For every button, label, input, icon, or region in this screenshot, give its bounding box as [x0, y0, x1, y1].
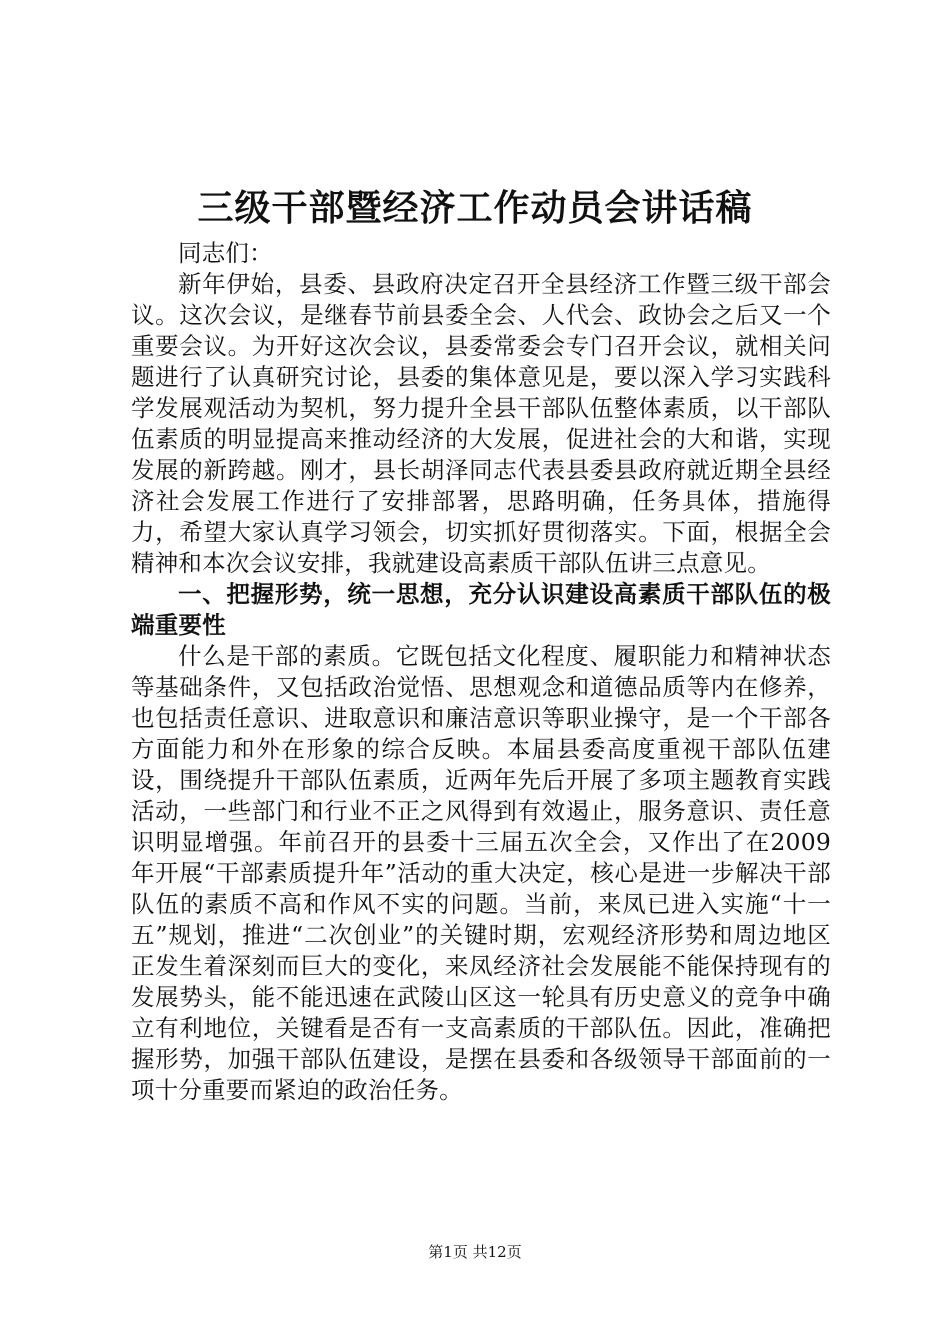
salutation: 同志们： [178, 239, 273, 267]
page-number-footer: 第1页 共12页 [428, 1243, 522, 1261]
document-body [131, 238, 831, 1106]
section-heading-1: 一、把握形势，统一思想，充分认识建设高素质干部队伍的极端重要性 [131, 580, 831, 639]
paragraph-section-1: 什么是干部的素质。它既包括文化程度、履职能力和精神状态等基础条件，又包括政治觉悟、思想观念和道德品质等内在修养，也包括责任意识、进取意识和廉洁意识等职业操守，是一个干部各方面能力和外在形象的综合反映。本届县委高度重视干部队伍建设，围绕提升干部队伍素质，近两年先后开展了多项主题教育实践活动，一些部门和行业不正之风得到有效遏止，服务意识、责任意识明显增强。年前召开的县委十三届五次全会，又作出了在2009年开展“干部素质提升年”活动的重大决定，核心是进一步解决干部队伍的素质不高和作风不实的问题。当前，来凤已进入实施“十一五”规划，推进“二次创业”的关键时期，宏观经济形势和周边地区正发生着深刻而巨大的变化，来凤经济社会发展能不能保持现有的发展势头，能不能迅速在武陵山区这一轮具有历史意义的竞争中确立有利地位，关键看是否有一支高素质的干部队伍。因此，准确把握形势，加强干部队伍建设，是摆在县委和各级领导干部面前的一项十分重要而紧迫的政治任务。 [131, 642, 831, 1104]
paragraph-intro: 新年伊始，县委、县政府决定召开全县经济工作暨三级干部会议。这次会议，是继春节前县委全会、人代会、政协会之后又一个重要会议。为开好这次会议，县委常委会专门召开会议，就相关问题进行了认真研究讨论，县委的集体意见是，要以深入学习实践科学发展观活动为契机，努力提升全县干部队伍整体素质，以干部队伍素质的明显提高来推动经济的大发展，促进社会的大和谐，实现发展的新跨越。刚才，县长胡泽同志代表县委县政府就近期全县经济社会发展工作进行了安排部署，思路明确，任务具体，措施得力，希望大家认真学习领会，切实抓好贯彻落实。下面，根据全会精神和本次会议安排，我就建设高素质干部队伍讲三点意见。 [131, 270, 831, 577]
document-title: 三级干部暨经济工作动员会讲话稿 [197, 187, 753, 229]
